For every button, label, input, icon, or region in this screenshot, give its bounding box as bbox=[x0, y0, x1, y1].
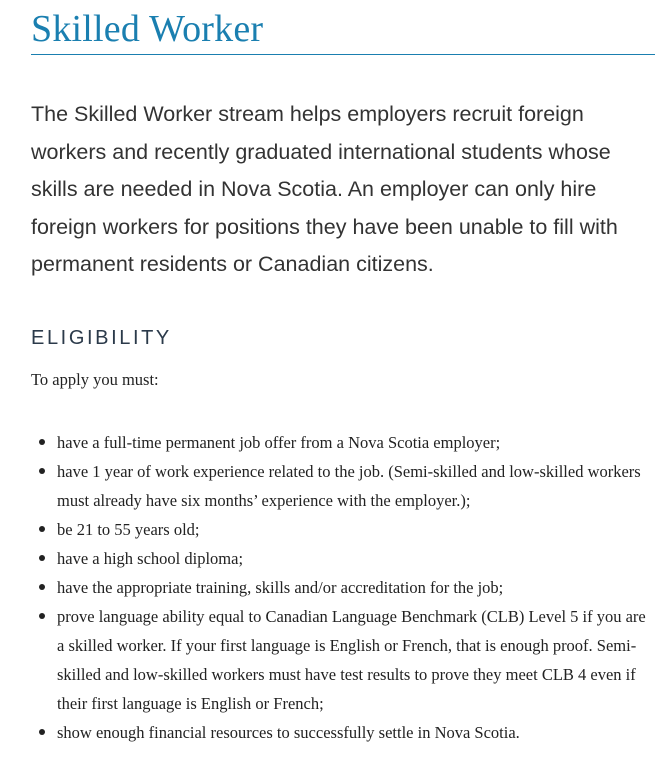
list-item bbox=[31, 573, 655, 602]
list-item bbox=[31, 602, 655, 718]
eligibility-heading: ELIGIBILITY bbox=[31, 327, 172, 349]
list-item bbox=[31, 515, 655, 544]
bullet-icon bbox=[39, 584, 45, 590]
list-item-text: have the appropriate training, skills and/or accreditation for the job; bbox=[57, 578, 504, 597]
page-title: Skilled Worker bbox=[31, 8, 264, 50]
list-item-text: be 21 to 55 years old; bbox=[57, 520, 200, 539]
list-item-text: have a full-time permanent job offer from a Nova Scotia employer; bbox=[57, 433, 501, 452]
list-item-text: show enough financial resources to successfully settle in Nova Scotia. bbox=[57, 723, 520, 742]
bullet-icon bbox=[39, 613, 45, 619]
bullet-icon bbox=[39, 555, 45, 561]
list-item bbox=[31, 544, 655, 573]
title-divider bbox=[31, 54, 655, 55]
list-item-text: have a high school diploma; bbox=[57, 549, 244, 568]
bullet-icon bbox=[39, 468, 45, 474]
bullet-icon bbox=[39, 526, 45, 532]
eligibility-lead: To apply you must: bbox=[31, 370, 159, 389]
list-item-text: prove language ability equal to Canadian Language Benchmark (CLB) Level 5 if you are a skilled worker. If your first language is English or French, that is enough proof. Semi-skilled and low-skilled workers must have test results to prove they meet CLB 4 even if their first language is English or French; bbox=[57, 607, 646, 713]
bullet-icon bbox=[39, 439, 45, 445]
list-item-text: have 1 year of work experience related to the job. (Semi-skilled and low-skilled workers must already have six months’ experience with the employer.); bbox=[57, 462, 641, 510]
list-item bbox=[31, 428, 655, 457]
requirements-list bbox=[31, 428, 655, 747]
list-item bbox=[31, 718, 655, 747]
content-area bbox=[31, 0, 655, 742]
list-item bbox=[31, 457, 655, 515]
intro-paragraph: The Skilled Worker stream helps employers recruit foreign workers and recently graduated international students whose skills are needed in Nova Scotia. An employer can only hire foreign workers for positions they have been unable to fill with permanent residents or Canadian citizens. bbox=[31, 102, 618, 276]
bullet-icon bbox=[39, 729, 45, 735]
